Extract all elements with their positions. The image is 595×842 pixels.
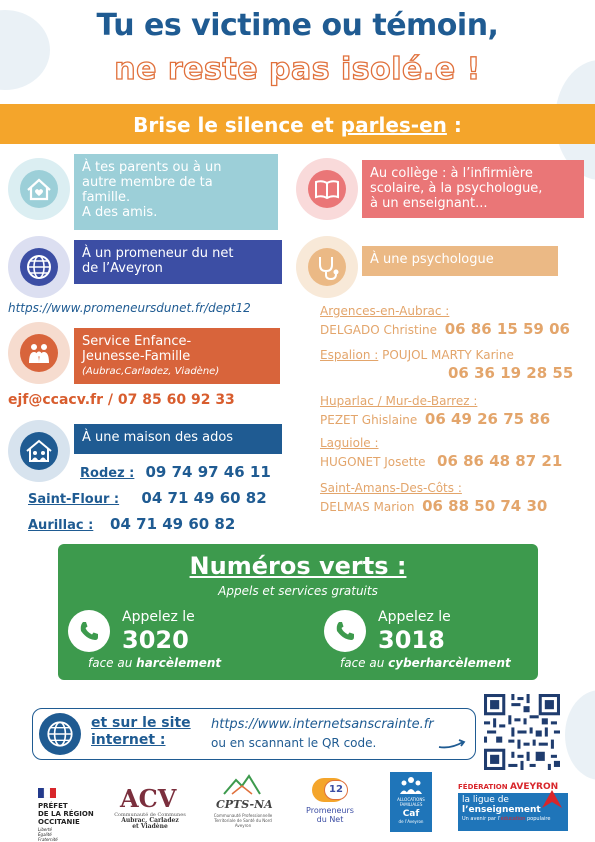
parents-line4: A des amis. (82, 205, 158, 220)
psy-name: PEZET Ghislaine (320, 413, 418, 427)
phone-icon (68, 610, 110, 652)
website-label (91, 715, 191, 749)
parents-line2: autre membre de ta (82, 175, 213, 190)
college-line2: scolaire, à la psychologue, (370, 181, 543, 196)
arrow-right-icon (437, 737, 469, 751)
decor-blob-bottom-right (565, 690, 595, 780)
psy-number[interactable]: 06 86 48 87 21 (437, 452, 563, 470)
promeneurs-line2: du Net (316, 815, 344, 824)
title-line2: ne reste pas isolé.e ! (114, 52, 481, 87)
caf-text (390, 797, 432, 824)
cpts-wordmark: CPTS-NA (216, 798, 273, 811)
service-line2: Jeunesse-Famille (82, 349, 191, 364)
banner-text (0, 113, 595, 137)
house-icon (8, 158, 70, 220)
prefet-line3: OCCITANIE (38, 818, 80, 826)
stethoscope-icon (296, 236, 358, 298)
number-3020[interactable]: 3020 (122, 626, 189, 654)
ligue-top2: AVEYRON (510, 782, 559, 792)
psy-entry (320, 436, 562, 470)
banner-prefix: Brise le silence et (133, 113, 341, 137)
face-prefix: face au (88, 656, 137, 670)
cpts-sub1: Communauté Professionnelle (213, 813, 273, 818)
psy-city: Espalion : (320, 348, 379, 362)
prefet-line1: PRÉFET (38, 802, 68, 810)
website-url[interactable]: https://www.internetsanscrainte.fr (211, 717, 434, 732)
prefet-motto1: Liberté (38, 827, 53, 832)
numeros-verts-title-text: Numéros verts : (189, 552, 407, 580)
title-line1: Tu es victime ou témoin, (96, 8, 499, 43)
service-line3: (Aubrac,Carladez, Viadène) (82, 366, 220, 377)
ados-number[interactable]: 04 71 49 60 82 (110, 515, 236, 533)
caf-line1: ALLOCATIONS (397, 797, 425, 802)
mountain-icon (222, 774, 262, 796)
service-box (74, 328, 280, 384)
face-topic: harcèlement (136, 656, 222, 670)
ados-row-aurillac (28, 514, 235, 533)
family-icon (8, 322, 70, 384)
psy-name: DELMAS Marion (320, 500, 415, 514)
ados-box (74, 424, 282, 454)
promeneur-line2: de l’Aveyron (82, 261, 163, 276)
ados-label: À une maison des ados (82, 430, 234, 445)
call-3018-label: Appelez le (378, 609, 451, 625)
home-people-icon (8, 420, 70, 482)
prefet-motto3: Fraternité (38, 837, 58, 842)
psychologue-box (362, 246, 558, 276)
face-harcelement (88, 656, 221, 670)
ligue-text (462, 795, 550, 823)
banner-suffix: : (446, 113, 462, 137)
phone-icon (324, 610, 366, 652)
acv-wordmark: ACV (120, 784, 177, 813)
website-qr-text: ou en scannant le QR code. (211, 736, 377, 750)
ados-number[interactable]: 09 74 97 46 11 (145, 463, 271, 481)
face-topic: cyberharcèlement (388, 656, 511, 670)
ligue-tagline (462, 815, 550, 823)
caf-line2: FAMILIALES (399, 802, 423, 807)
ados-row-rodez (80, 462, 271, 481)
promeneurs-text (300, 806, 360, 824)
acv-sub1: Communauté de Communes (114, 812, 186, 818)
numeros-verts-title (58, 552, 538, 580)
caf-people-icon (398, 775, 424, 795)
marianne-flag-icon (38, 788, 56, 798)
globe-icon (39, 713, 81, 755)
call-3020-label: Appelez le (122, 609, 195, 625)
website-label-line2: internet : (91, 732, 166, 748)
ligue-arrow-icon (540, 788, 564, 810)
banner-emphasis: parles-en (340, 113, 447, 137)
cpts-sub2: Territoriale de Santé du Nord Aveyron (214, 818, 272, 828)
promeneurs-number: 12 (324, 780, 348, 800)
globe-icon (8, 236, 70, 298)
prefet-text (38, 802, 94, 842)
ligue-line2: l’enseignement (462, 805, 541, 815)
promeneur-box (74, 240, 282, 284)
psy-city: Huparlac / Mur-de-Barrez : (320, 394, 478, 408)
ados-city: Aurillac : (28, 518, 94, 533)
psy-entry (320, 481, 547, 515)
ados-city: Saint-Flour : (28, 492, 120, 507)
number-3018[interactable]: 3018 (378, 626, 445, 654)
parents-line3: famille. (82, 190, 131, 205)
ligue-tag3: populaire (525, 816, 551, 822)
acv-sub2: Aubrac, Carladez (121, 817, 179, 824)
face-prefix: face au (340, 656, 389, 670)
psy-city: Argences-en-Aubrac : (320, 304, 450, 318)
acv-sub3: et Viadène (132, 823, 168, 830)
banner (0, 104, 595, 144)
ados-number[interactable]: 04 71 49 60 82 (141, 489, 267, 507)
psy-name: HUGONET Josette (320, 455, 426, 469)
website-panel (32, 708, 476, 760)
promeneurs-line1: Promeneurs (306, 806, 354, 815)
promeneur-line1: À un promeneur du net (82, 246, 234, 261)
psy-number[interactable]: 06 88 50 74 30 (422, 497, 548, 515)
promeneur-url[interactable]: https://www.promeneursdunet.fr/dept12 (8, 301, 251, 315)
prefet-motto2: Égalité (38, 832, 52, 837)
qr-code[interactable] (484, 694, 560, 770)
service-line1: Service Enfance- (82, 334, 192, 349)
numeros-verts-subtitle: Appels et services gratuits (218, 584, 378, 598)
website-label-line1: et sur le site (91, 715, 191, 731)
ligue-top1: FÉDÉRATION (458, 783, 511, 791)
college-line1: Au collège : à l’infirmière (370, 166, 533, 181)
ligue-tag2: éducation (500, 816, 526, 822)
cpts-subtitle (212, 813, 274, 828)
psy-city: Saint-Amans-Des-Côts : (320, 481, 462, 495)
parents-box (74, 154, 278, 230)
psy-number[interactable]: 06 49 26 75 86 (424, 410, 551, 428)
psy-name: POUJOL MARTY Karine (382, 348, 514, 362)
psy-number[interactable]: 06 86 15 59 06 (444, 320, 570, 338)
college-line3: à un enseignant... (370, 196, 488, 211)
parents-line1: À tes parents ou à un (82, 160, 222, 175)
numeros-verts-panel (58, 544, 538, 680)
acv-subtitle (114, 812, 186, 830)
caf-line3: Caf (402, 809, 420, 819)
college-box (362, 160, 584, 218)
psychologue-label: À une psychologue (370, 252, 494, 267)
service-contact[interactable]: ejf@ccacv.fr / 07 85 60 92 33 (8, 392, 235, 408)
psy-entry (320, 348, 573, 382)
ados-row-saint-flour (28, 488, 267, 507)
psy-name: DELGADO Christine (320, 323, 438, 337)
psy-city: Laguiole : (320, 436, 379, 450)
psy-number[interactable]: 06 36 19 28 55 (448, 364, 574, 382)
psy-entry (320, 304, 570, 338)
ligue-line1: la ligue de (462, 795, 509, 805)
book-icon (296, 158, 358, 220)
ados-city: Rodez : (80, 466, 135, 481)
face-cyberharcelement (340, 656, 511, 670)
psy-entry (320, 394, 550, 428)
prefet-line2: DE LA RÉGION (38, 810, 94, 818)
caf-line4: de l’Aveyron (398, 819, 424, 824)
ligue-tag1: Un avenir par l’ (462, 816, 501, 822)
